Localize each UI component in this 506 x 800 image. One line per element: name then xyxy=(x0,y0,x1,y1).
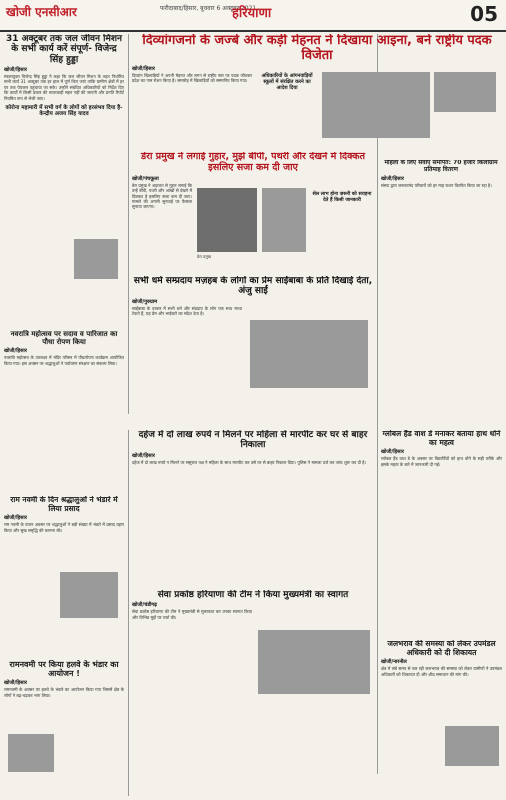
section-title: हरियाणा xyxy=(232,6,272,21)
article-women xyxy=(381,160,501,420)
newspaper-logo: खोजी एनसीआर xyxy=(6,5,77,19)
article-headline: महिला के लिए सेवाएं समर्पित: 70 हजार किलोग्राम प्रतिमाह वितरण xyxy=(384,160,498,173)
article-divyang xyxy=(132,34,502,152)
article-headline: दहेज में दो लाख रुपये न मिलने पर महिला से मारपीट कर घर से बाहर निकाला xyxy=(138,430,368,451)
article-body: क्षेत्र में लंबे समय से चल रही जलभराव की समस्या को लेकर ग्रामीणों ने उपमंडल अधिकारी को शिकायत दी और शीघ्र समाधान की मांग की। xyxy=(381,666,502,677)
dateline: फरीदाबाद/हिसार, बुधवार 6 अक्टूबर 2021 xyxy=(160,5,257,12)
photo xyxy=(74,239,118,279)
article-dahej xyxy=(132,430,374,590)
article-headline: सभी धर्म सम्प्रदाय मज़हब के लोगों का प्रेम साईंबाबा के प्रति दिखाई देता, अंजु साईं xyxy=(133,276,373,297)
column-divider xyxy=(128,34,129,414)
article-headline: सेवा प्रकोष्ठ हरियाणा की टीम ने किया मुख्यमंत्री का स्वागत xyxy=(157,590,349,600)
photo xyxy=(262,188,306,252)
article-seva xyxy=(132,590,374,796)
article-side-headline: अधिकारियों के आंगनवाड़ियों स्कूलों में संरक्षित करने का आदेश दिया xyxy=(261,73,313,91)
photo xyxy=(445,726,499,766)
article-byline: खोजी/पंचकूला xyxy=(132,175,159,182)
article-headline: डेरा प्रमुख ने लगाई गुहार, मुझे बीपी, पथरी और देखने में दिक्कत इसलिए सजा कम दी जाए xyxy=(141,152,365,173)
page-number: 05 xyxy=(470,2,498,26)
photo xyxy=(434,72,496,112)
article-global xyxy=(381,430,502,640)
article-body: सेवा प्रकोष्ठ हरियाणा की टीम ने मुख्यमंत्री से मुलाकात कर उनका स्वागत किया और विभिन्न मुद्दों पर चर्चा की। xyxy=(132,609,252,620)
column-divider xyxy=(128,430,129,796)
article-inset-headline: सेल लाभ होना ज़रूरी को सराहना देते हैं किसी जानकारी xyxy=(312,192,372,203)
article-byline: खोजी/हिसार xyxy=(381,175,404,182)
article-body: राम नवमी के पावन अवसर पर श्रद्धालुओं ने बड़ी संख्या में भंडारे में प्रसाद ग्रहण किया और सुख समृद्धि की कामना की। xyxy=(4,522,124,533)
article-body: नवरात्रि महोत्सव के उपलक्ष्य में मंदिर परिसर में पौधारोपण कार्यक्रम आयोजित किया गया। इस अवसर पर श्रद्धालुओं ने पर्यावरण संरक्षण का संकल्प लिया। xyxy=(4,355,124,366)
masthead xyxy=(0,0,506,32)
article-jalbharav xyxy=(381,640,502,796)
article-anju xyxy=(132,276,374,414)
article-byline: खोजी/गुरुग्राम xyxy=(132,298,158,305)
photo xyxy=(197,188,257,252)
article-subheadline: कोरोना महामारी में सभी वर्ग के लोगों को हरसंभव दिया है- केन्द्रीय अजय सिंह यादव xyxy=(5,105,123,118)
article-body: ग्लोबल हैंड वाश डे के अवसर पर विद्यार्थियों को हाथ धोने के सही तरीके और इसके महत्व के बारे में जानकारी दी गई। xyxy=(381,456,502,467)
article-ramnavami xyxy=(4,496,124,656)
photo xyxy=(250,320,368,388)
article-byline: खोजी/हिसार xyxy=(4,67,27,74)
photo xyxy=(60,572,118,618)
article-headline: 31 अक्टूबर तक जल जीवन मिशन के सभी कार्य करें संपूर्ण- विजेन्द्र सिंह हुड्डा xyxy=(6,34,122,65)
article-body: संस्था द्वारा जरूरतमंद परिवारों को हर माह राशन वितरित किया जा रहा है। xyxy=(381,182,492,188)
article-body: दहेज में दो लाख रुपये न मिलने पर ससुराल पक्ष ने महिला के साथ मारपीट कर उसे घर से बाहर निकाल दिया। पुलिस ने मामला दर्ज कर जांच शुरू कर दी है। xyxy=(132,459,367,465)
article-byline: खोजी/हिसार xyxy=(381,449,404,456)
article-halwe xyxy=(4,660,124,796)
article-byline: खोजी/हिसार xyxy=(4,680,27,687)
article-body: रामनवमी के अवसर पर हलवे के भंडारे का आयोजन किया गया जिसमें क्षेत्र के लोगों ने बढ़-चढ़कर भाग लिया। xyxy=(4,687,124,698)
article-byline: खोजी/नारनौल xyxy=(381,659,407,666)
article-body: मंडलायुक्त विजेन्द्र सिंह हुड्डा ने कहा कि जल जीवन मिशन के तहत निर्धारित सभी कार्य 31 अक्टूबर तक हर हाल में पूर्ण किए जाएं ताकि ग्रामीण क्षेत्रों में हर घर तक पेयजल पहुंचाया जा सके। उन्होंने संबंधित अधिकारियों को निर्देश दिए कि कार्यों में किसी प्रकार की लापरवाही सहन नहीं की जाएगी और प्रगति रिपोर्ट नियमित रूप से भेजी जाए। xyxy=(4,74,124,101)
article-body: डेरा प्रमुख ने अदालत से गुहार लगाई कि उन्हें बीपी, पथरी और आंखों से देखने में दिक्कत है इसलिए सजा कम दी जाए। मामले की अगली सुनवाई पर फैसला सुनाया जाएगा। xyxy=(132,182,192,210)
photo xyxy=(322,72,430,138)
article-body: दिव्यांग खिलाड़ियों ने अपनी मेहनत और लगन से राष्ट्रीय स्तर पर पदक जीतकर प्रदेश का नाम रोशन किया है। समारोह में खिलाड़ियों को सम्मानित किया गया। xyxy=(132,72,252,84)
article-byline: खोजी/हिसार xyxy=(132,452,155,459)
article-headline: जलभराव की समस्या को लेकर उपमंडल अधिकारी को दी शिकायत xyxy=(387,640,496,657)
article-dera xyxy=(132,152,374,274)
article-byline: खोजी/हिसार xyxy=(4,348,27,355)
photo-caption: डेरा प्रमुख xyxy=(197,254,212,259)
article-byline: खोजी/चंडीगढ़ xyxy=(132,602,157,609)
article-headline: रामनवमी पर किया हलवे के भंडार का आयोजन ! xyxy=(9,660,119,679)
article-navratri xyxy=(4,330,124,416)
article-headline: नवरात्रि महोत्सव पर सदाव व पारिजात का पौधा रोपण किया xyxy=(10,330,118,347)
photo xyxy=(8,734,54,772)
article-byline: खोजी/हिसार xyxy=(132,65,155,72)
article-vijender xyxy=(4,34,124,324)
article-body: साईंबाबा के दरबार में सभी धर्म और संप्रदाय के लोग एक साथ मत्था टेकते हैं, यह प्रेम और भाईचारे का संदेश देता है। xyxy=(132,305,242,317)
photo xyxy=(258,630,370,694)
article-headline: राम नवमी के दिन श्रद्धालुओं ने भंडारे में लिया प्रसाद xyxy=(10,496,118,513)
article-headline: दिव्यांगजनों के जज्बे और कड़ी मेहनत ने दिखाया आइना, बने राष्ट्रीय पदक विजेता xyxy=(142,34,492,63)
article-byline: खोजी/हिसार xyxy=(4,515,27,522)
article-headline: ग्लोबल हैंड वाश डे मनाकर बताया हाथ धोने का महत्व xyxy=(382,430,501,447)
